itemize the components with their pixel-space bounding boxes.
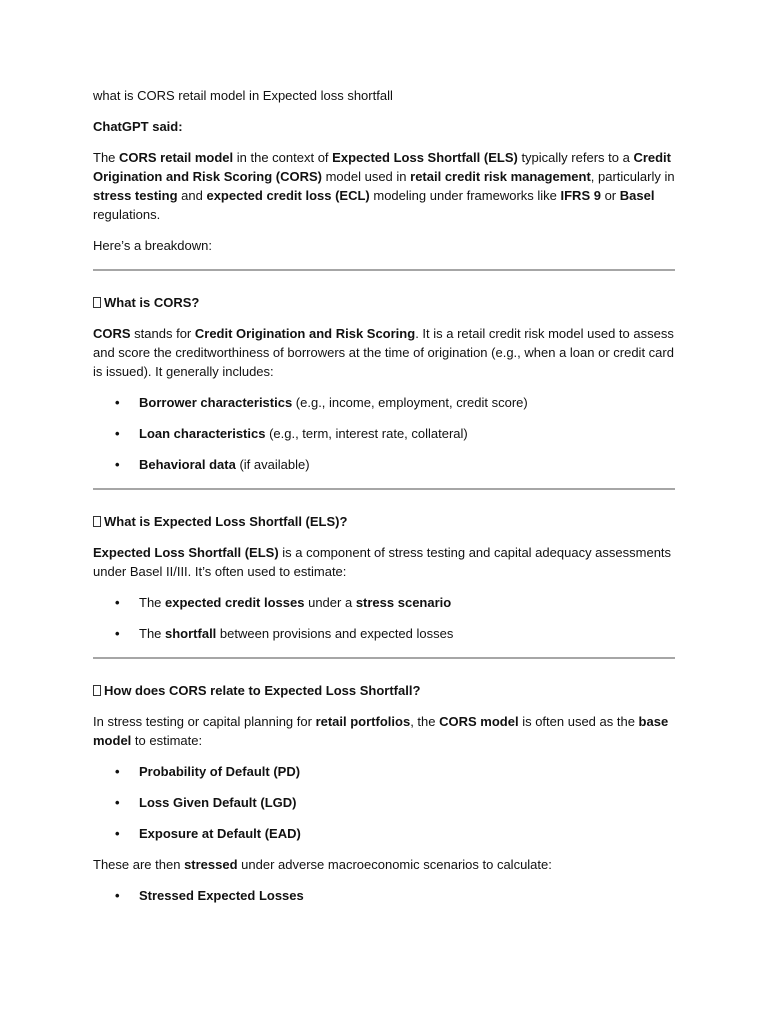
list-item: • Loss Given Default (LGD): [115, 795, 297, 810]
list-item: • Behavioral data (if available): [115, 457, 310, 472]
stressed-list: [93, 886, 675, 905]
risk-parameters-list: [93, 762, 675, 843]
user-question: what is CORS retail model in Expected loss shortfall: [93, 88, 393, 103]
missing-glyph-icon: [93, 297, 101, 308]
section-heading-cors: What is CORS?: [93, 293, 675, 312]
list-item: • Stressed Expected Losses: [115, 888, 304, 903]
list-item: • The expected credit losses under a stress scenario: [115, 595, 452, 610]
list-item: • Borrower characteristics (e.g., income, employment, credit score): [115, 395, 528, 410]
chat-content: [93, 86, 675, 917]
list-item: • Loan characteristics (e.g., term, interest rate, collateral): [115, 426, 468, 441]
cors-paragraph: CORS stands for Credit Origination and Risk Scoring. It is a retail credit risk model used to assess and score the creditworthiness of borrowers at the time of origination (e.g., when a loan or credit card is issued). It generally includes:: [93, 326, 674, 379]
speaker-label: ChatGPT said:: [93, 119, 183, 134]
divider: [93, 488, 675, 490]
list-item: • The shortfall between provisions and expected losses: [115, 626, 454, 641]
section-heading-relation: How does CORS relate to Expected Loss Shortfall?: [93, 681, 675, 700]
relation-paragraph: In stress testing or capital planning for retail portfolios, the CORS model is often used as the base model to estimate:: [93, 714, 669, 748]
divider: [93, 269, 675, 271]
els-list: [93, 593, 675, 643]
stressed-paragraph: These are then stressed under adverse macroeconomic scenarios to calculate:: [93, 857, 552, 872]
divider: [93, 657, 675, 659]
list-item: • Exposure at Default (EAD): [115, 826, 301, 841]
els-paragraph: Expected Loss Shortfall (ELS) is a component of stress testing and capital adequacy assessments under Basel II/III. It’s often used to estimate:: [93, 545, 672, 579]
intro-paragraph: The CORS retail model in the context of Expected Loss Shortfall (ELS) typically refers to a Credit Origination and Risk Scoring (CORS) model used in retail credit risk management, particularly in stress testing and expected credit loss (ECL) modeling under frameworks like IFRS 9 or Basel regulations.: [93, 150, 675, 222]
missing-glyph-icon: [93, 685, 101, 696]
breakdown-line: Here’s a breakdown:: [93, 238, 212, 253]
list-item: • Probability of Default (PD): [115, 764, 301, 779]
cors-list: [93, 393, 675, 474]
missing-glyph-icon: [93, 516, 101, 527]
section-heading-els: What is Expected Loss Shortfall (ELS)?: [93, 512, 675, 531]
